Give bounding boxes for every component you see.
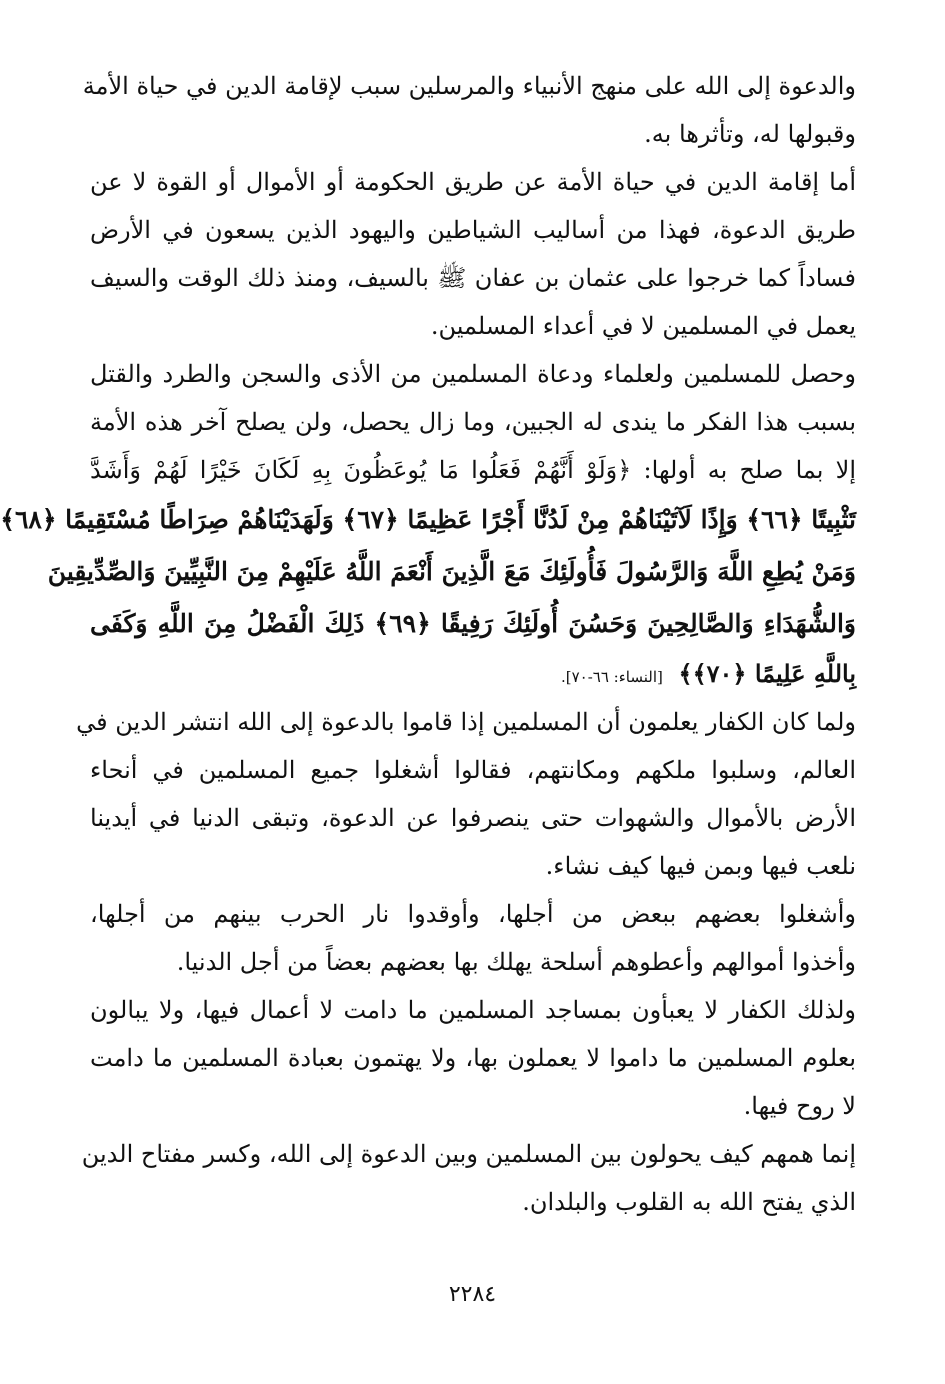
text-line: يعمل في المسلمين لا في أعداء المسلمين. bbox=[430, 312, 856, 340]
quran-reference: [النساء: ٦٦-٧٠]. bbox=[560, 668, 663, 686]
text-line: فساداً كما خرجوا على عثمان بن عفان ﷺ بالسيف، ومنذ ذلك الوقت والسيف bbox=[90, 264, 856, 292]
text-line: والدعوة إلى الله على منهج الأنبياء والمرسلين سبب لإقامة الدين في حياة الأمة bbox=[82, 72, 856, 100]
text-line: وأشغلوا بعضهم ببعض من أجلها، وأوقدوا نار الحرب بينهم من أجلها، bbox=[90, 900, 856, 928]
text-line: بسبب هذا الفكر ما يندى له الجبين، وما زال يحصل، ولن يصلح آخر هذه الأمة bbox=[90, 408, 856, 436]
quran-quote bbox=[0, 494, 857, 698]
text-line: الذي يفتح الله به القلوب والبلدان. bbox=[522, 1188, 856, 1216]
text-line: طريق الدعوة، فهذا من أساليب الشياطين واليهود الذين يسعون في الأرض bbox=[90, 216, 856, 244]
text-line: إنما همهم كيف يحولون بين المسلمين وبين الدعوة إلى الله، وكسر مفتاح الدين bbox=[81, 1140, 856, 1168]
text-line: بعلوم المسلمين ما داموا لا يعملون بها، ولا يهتمون بعبادة المسلمين ما دامت bbox=[90, 1044, 856, 1072]
quran-line: وَالشُّهَدَاءِ وَالصَّالِحِينَ وَحَسُنَ أُولَئِكَ رَفِيقًا ﴿٦٩﴾ ذَلِكَ الْفَضْلُ مِنَ اللَّهِ وَكَفَى bbox=[90, 609, 857, 638]
quran-line: تَثْبِيتًا ﴿٦٦﴾ وَإِذًا لَآتَيْنَاهُمْ مِنْ لَدُنَّا أَجْرًا عَظِيمًا ﴿٦٧﴾ وَلَهَدَيْنَاهُمْ صِرَاطًا مُسْتَقِيمًا ﴿٦٨﴾ bbox=[0, 505, 856, 534]
text-line: ولما كان الكفار يعلمون أن المسلمين إذا قاموا بالدعوة إلى الله انتشر الدين في bbox=[76, 708, 856, 736]
quran-line: وَمَنْ يُطِعِ اللَّهَ وَالرَّسُولَ فَأُولَئِكَ مَعَ الَّذِينَ أَنْعَمَ اللَّهُ عَلَيْهِمْ مِنَ النَّبِيِّينَ وَالصِّدِّيقِينَ bbox=[47, 557, 856, 586]
text-line: وحصل للمسلمين ولعلماء ودعاة المسلمين من الأذى والسجن والطرد والقتل bbox=[90, 360, 856, 388]
quran-verse-end: بِاللَّهِ عَلِيمًا ﴿٧٠﴾﴾ bbox=[678, 659, 856, 688]
text-line: ولذلك الكفار لا يعبأون بمساجد المسلمين ما دامت لا أعمال فيها، ولا يبالون bbox=[90, 996, 856, 1024]
text-line: أما إقامة الدين في حياة الأمة عن طريق الحكومة أو الأموال أو القوة لا عن bbox=[90, 168, 856, 196]
page-number: ٢٢٨٤ bbox=[448, 1282, 497, 1307]
text-line: العالم، وسلبوا ملكهم ومكانتهم، فقالوا أشغلوا جميع المسلمين في أنحاء bbox=[90, 756, 856, 784]
text-line: وأخذوا أموالهم وأعطوهم أسلحة يهلك بها بعضهم بعضاً من أجل الدنيا. bbox=[176, 948, 856, 976]
text-line: لا روح فيها. bbox=[743, 1092, 856, 1120]
text-line: نلعب فيها وبمن فيها كيف نشاء. bbox=[545, 852, 856, 880]
text-line: الأرض بالأموال والشهوات حتى ينصرفوا عن الدعوة، وتبقى الدنيا في أيدينا bbox=[90, 804, 856, 832]
page-body bbox=[0, 62, 857, 1226]
quran-last-line bbox=[90, 650, 856, 698]
text-line: وقبولها له، وتأثرها به. bbox=[644, 120, 856, 148]
text-line: إلا بما صلح به أولها: ﴿وَلَوْ أَنَّهُمْ فَعَلُوا مَا يُوعَظُونَ بِهِ لَكَانَ خَيْرًا لَهُمْ وَأَشَدَّ bbox=[90, 456, 857, 484]
